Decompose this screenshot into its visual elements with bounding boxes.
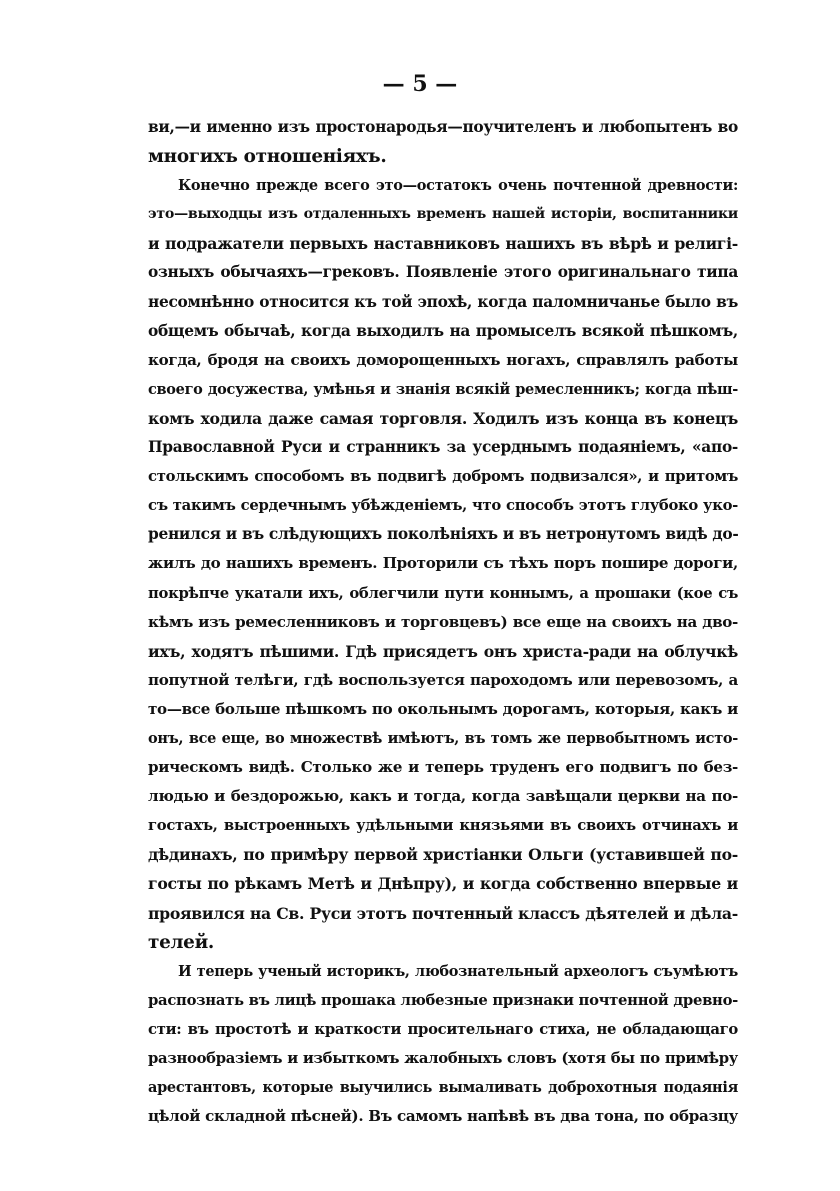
text-line: И теперь ученый историкъ, любознательный археологъ съумѣютъ xyxy=(178,962,738,980)
page-number: — 5 — xyxy=(382,71,458,97)
text-line: ви,—и именно изъ простонародья—поучителенъ и любопытенъ во xyxy=(148,118,738,136)
text-line: своего досужества, умѣнья и знанія всякій ремесленникъ; когда пѣш- xyxy=(148,380,738,398)
text-line: разнообразіемъ и избыткомъ жалобныхъ словъ (хотя бы по примѣру xyxy=(148,1050,738,1067)
text-line: ренился и въ слѣдующихъ поколѣніяхъ и въ нетронутомъ видѣ до- xyxy=(148,525,739,544)
text-line: это—выходцы изъ отдаленныхъ временъ нашей исторіи, воспитанники xyxy=(148,206,738,223)
text-line: людью и бездорожью, какъ и тогда, когда завѣщали церкви на по- xyxy=(148,787,738,806)
text-line: ихъ, ходятъ пѣшими. Гдѣ присядетъ онъ христа-ради на облучкѣ xyxy=(148,641,738,661)
text-line: сти: въ простотѣ и краткости просительнаго стиха, не обладающаго xyxy=(148,1020,738,1038)
text-line: кѣмъ изъ ремесленниковъ и торговцевъ) все еще на своихъ на дво- xyxy=(148,612,738,631)
text-line: арестантовъ, которые выучились вымаливать доброхотныя подаянія xyxy=(148,1079,738,1097)
body-text xyxy=(148,113,738,1131)
text-line: когда, бродя на своихъ доморощенныхъ ногахъ, справлялъ работы xyxy=(148,350,738,369)
text-line: съ такимъ сердечнымъ убѣжденіемъ, что способъ этотъ глубоко уко- xyxy=(148,497,738,515)
text-line: Православной Руси и странникъ за усерднымъ подаяніемъ, «апо- xyxy=(148,438,738,457)
text-line: несомнѣнно относится къ той эпохѣ, когда паломничанье было въ xyxy=(148,292,738,311)
text-line: покрѣпче укатали ихъ, облегчили пути коннымъ, а прошаки (кое съ xyxy=(148,584,738,602)
text-line: то—все больше пѣшкомъ по окольнымъ дорогамъ, которыя, какъ и xyxy=(148,699,738,718)
text-line: проявился на Св. Руси этотъ почтенный классъ дѣятелей и дѣла- xyxy=(148,903,738,923)
text-line: цѣлой складной пѣсней). Въ самомъ напѣвѣ въ два тона, по образцу xyxy=(148,1107,738,1126)
text-line: Конечно прежде всего это—остатокъ очень почтенной древности: xyxy=(178,177,738,195)
text-line: общемъ обычаѣ, когда выходилъ на промыселъ всякой пѣшкомъ, xyxy=(148,321,738,340)
text-line: госты по рѣкамъ Метѣ и Днѣпру), и когда собственно впервые и xyxy=(148,874,738,894)
text-line: и подражатели первыхъ наставниковъ нашихъ въ вѣрѣ и религі- xyxy=(148,234,738,254)
text-line: распознать въ лицѣ прошака любезные признаки почтенной древно- xyxy=(148,991,738,1009)
text-line: многихъ отношеніяхъ. xyxy=(148,146,387,168)
text-line: озныхъ обычаяхъ—грековъ. Появленіе этого оригинальнаго типа xyxy=(148,263,738,282)
text-line: телей. xyxy=(148,931,215,953)
text-line: онъ, все еще, во множествѣ имѣютъ, въ томъ же первобытномъ исто- xyxy=(148,729,738,747)
text-line: попутной телѣги, гдѣ воспользуется пароходомъ или перевозомъ, а xyxy=(148,670,738,689)
text-line: гостахъ, выстроенныхъ удѣльными князьями въ своихъ отчинахъ и xyxy=(148,817,738,835)
text-line: комъ ходила даже самая торговля. Ходилъ изъ конца въ конецъ xyxy=(148,408,738,428)
text-line: дѣдинахъ, по примѣру первой христіанки Ольги (уставившей по- xyxy=(148,845,738,865)
text-line: стольскимъ способомъ въ подвигѣ добромъ подвизался», и притомъ xyxy=(148,468,738,486)
text-line: рическомъ видѣ. Столько же и теперь труденъ его подвигъ по без- xyxy=(148,758,738,777)
text-line: жилъ до нашихъ временъ. Проторили съ тѣхъ поръ пошире дороги, xyxy=(148,554,738,573)
